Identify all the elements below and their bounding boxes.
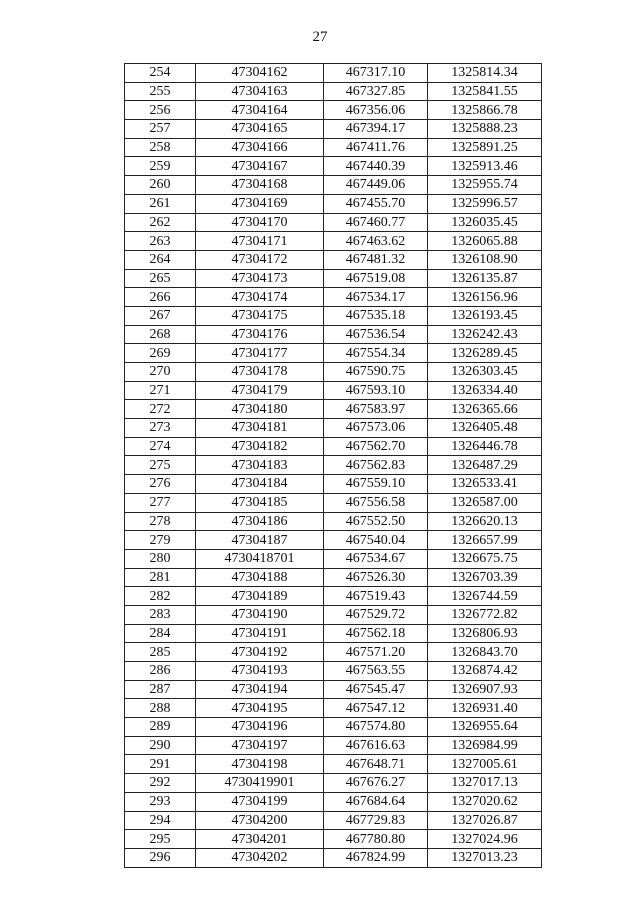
point-code-cell: 47304200 bbox=[196, 811, 324, 830]
x-coordinate-cell: 467455.70 bbox=[324, 194, 428, 213]
x-coordinate-cell: 467449.06 bbox=[324, 176, 428, 195]
x-coordinate-cell: 467440.39 bbox=[324, 157, 428, 176]
y-coordinate-cell: 1326334.40 bbox=[428, 381, 542, 400]
table-row bbox=[125, 419, 542, 438]
table-row bbox=[125, 531, 542, 550]
point-code-cell: 47304192 bbox=[196, 643, 324, 662]
table-row bbox=[125, 64, 542, 83]
x-coordinate-cell: 467556.58 bbox=[324, 493, 428, 512]
point-code-cell: 47304173 bbox=[196, 269, 324, 288]
x-coordinate-cell: 467590.75 bbox=[324, 363, 428, 382]
point-code-cell: 47304198 bbox=[196, 755, 324, 774]
x-coordinate-cell: 467536.54 bbox=[324, 325, 428, 344]
point-code-cell: 47304168 bbox=[196, 176, 324, 195]
table-row bbox=[125, 138, 542, 157]
y-coordinate-cell: 1326365.66 bbox=[428, 400, 542, 419]
x-coordinate-cell: 467780.80 bbox=[324, 830, 428, 849]
point-number-cell: 277 bbox=[125, 493, 196, 512]
x-coordinate-cell: 467562.18 bbox=[324, 624, 428, 643]
y-coordinate-cell: 1325866.78 bbox=[428, 101, 542, 120]
point-code-cell: 47304163 bbox=[196, 82, 324, 101]
table-row bbox=[125, 101, 542, 120]
x-coordinate-cell: 467327.85 bbox=[324, 82, 428, 101]
point-number-cell: 254 bbox=[125, 64, 196, 83]
point-number-cell: 260 bbox=[125, 176, 196, 195]
x-coordinate-cell: 467554.34 bbox=[324, 344, 428, 363]
x-coordinate-cell: 467616.63 bbox=[324, 736, 428, 755]
point-number-cell: 266 bbox=[125, 288, 196, 307]
point-number-cell: 293 bbox=[125, 792, 196, 811]
table-row bbox=[125, 157, 542, 176]
x-coordinate-cell: 467563.55 bbox=[324, 662, 428, 681]
y-coordinate-cell: 1325996.57 bbox=[428, 194, 542, 213]
point-number-cell: 261 bbox=[125, 194, 196, 213]
point-code-cell: 47304194 bbox=[196, 680, 324, 699]
y-coordinate-cell: 1327020.62 bbox=[428, 792, 542, 811]
point-code-cell: 47304183 bbox=[196, 456, 324, 475]
point-number-cell: 290 bbox=[125, 736, 196, 755]
point-code-cell: 4730418701 bbox=[196, 549, 324, 568]
point-number-cell: 265 bbox=[125, 269, 196, 288]
table-row bbox=[125, 176, 542, 195]
point-number-cell: 273 bbox=[125, 419, 196, 438]
point-code-cell: 47304169 bbox=[196, 194, 324, 213]
y-coordinate-cell: 1325891.25 bbox=[428, 138, 542, 157]
point-code-cell: 47304190 bbox=[196, 605, 324, 624]
table-row bbox=[125, 269, 542, 288]
point-code-cell: 47304179 bbox=[196, 381, 324, 400]
point-number-cell: 292 bbox=[125, 774, 196, 793]
point-number-cell: 288 bbox=[125, 699, 196, 718]
y-coordinate-cell: 1326065.88 bbox=[428, 232, 542, 251]
point-number-cell: 256 bbox=[125, 101, 196, 120]
page-number: 27 bbox=[312, 29, 328, 45]
y-coordinate-cell: 1326303.45 bbox=[428, 363, 542, 382]
table-row bbox=[125, 512, 542, 531]
x-coordinate-cell: 467545.47 bbox=[324, 680, 428, 699]
point-code-cell: 47304166 bbox=[196, 138, 324, 157]
point-code-cell: 47304176 bbox=[196, 325, 324, 344]
point-code-cell: 47304189 bbox=[196, 587, 324, 606]
y-coordinate-cell: 1326874.42 bbox=[428, 662, 542, 681]
x-coordinate-cell: 467519.08 bbox=[324, 269, 428, 288]
x-coordinate-cell: 467526.30 bbox=[324, 568, 428, 587]
x-coordinate-cell: 467519.43 bbox=[324, 587, 428, 606]
y-coordinate-cell: 1326744.59 bbox=[428, 587, 542, 606]
point-number-cell: 275 bbox=[125, 456, 196, 475]
y-coordinate-cell: 1326703.39 bbox=[428, 568, 542, 587]
y-coordinate-cell: 1326242.43 bbox=[428, 325, 542, 344]
x-coordinate-cell: 467583.97 bbox=[324, 400, 428, 419]
point-code-cell: 47304185 bbox=[196, 493, 324, 512]
point-code-cell: 4730419901 bbox=[196, 774, 324, 793]
table-row bbox=[125, 493, 542, 512]
point-number-cell: 287 bbox=[125, 680, 196, 699]
point-code-cell: 47304181 bbox=[196, 419, 324, 438]
x-coordinate-cell: 467571.20 bbox=[324, 643, 428, 662]
point-code-cell: 47304165 bbox=[196, 120, 324, 139]
table-row bbox=[125, 325, 542, 344]
y-coordinate-cell: 1327026.87 bbox=[428, 811, 542, 830]
x-coordinate-cell: 467394.17 bbox=[324, 120, 428, 139]
table-row bbox=[125, 120, 542, 139]
point-number-cell: 295 bbox=[125, 830, 196, 849]
y-coordinate-cell: 1326156.96 bbox=[428, 288, 542, 307]
y-coordinate-cell: 1326135.87 bbox=[428, 269, 542, 288]
table-row bbox=[125, 605, 542, 624]
table-row bbox=[125, 699, 542, 718]
table-row bbox=[125, 250, 542, 269]
x-coordinate-cell: 467552.50 bbox=[324, 512, 428, 531]
y-coordinate-cell: 1327013.23 bbox=[428, 848, 542, 867]
point-number-cell: 280 bbox=[125, 549, 196, 568]
x-coordinate-cell: 467534.17 bbox=[324, 288, 428, 307]
y-coordinate-cell: 1327017.13 bbox=[428, 774, 542, 793]
table-row bbox=[125, 643, 542, 662]
point-code-cell: 47304202 bbox=[196, 848, 324, 867]
point-number-cell: 291 bbox=[125, 755, 196, 774]
x-coordinate-cell: 467463.62 bbox=[324, 232, 428, 251]
point-number-cell: 262 bbox=[125, 213, 196, 232]
x-coordinate-cell: 467562.70 bbox=[324, 437, 428, 456]
point-code-cell: 47304188 bbox=[196, 568, 324, 587]
y-coordinate-cell: 1325888.23 bbox=[428, 120, 542, 139]
point-code-cell: 47304178 bbox=[196, 363, 324, 382]
table-row bbox=[125, 774, 542, 793]
x-coordinate-cell: 467317.10 bbox=[324, 64, 428, 83]
point-code-cell: 47304180 bbox=[196, 400, 324, 419]
point-code-cell: 47304196 bbox=[196, 718, 324, 737]
y-coordinate-cell: 1325814.34 bbox=[428, 64, 542, 83]
table-row bbox=[125, 82, 542, 101]
x-coordinate-cell: 467481.32 bbox=[324, 250, 428, 269]
table-row bbox=[125, 568, 542, 587]
y-coordinate-cell: 1326289.45 bbox=[428, 344, 542, 363]
point-number-cell: 285 bbox=[125, 643, 196, 662]
point-code-cell: 47304174 bbox=[196, 288, 324, 307]
table-row bbox=[125, 755, 542, 774]
point-number-cell: 279 bbox=[125, 531, 196, 550]
coordinates-table-body bbox=[125, 64, 542, 868]
y-coordinate-cell: 1326446.78 bbox=[428, 437, 542, 456]
point-code-cell: 47304177 bbox=[196, 344, 324, 363]
point-number-cell: 255 bbox=[125, 82, 196, 101]
table-row bbox=[125, 680, 542, 699]
x-coordinate-cell: 467559.10 bbox=[324, 475, 428, 494]
table-row bbox=[125, 718, 542, 737]
table-row bbox=[125, 306, 542, 325]
table-row bbox=[125, 232, 542, 251]
table-row bbox=[125, 736, 542, 755]
point-code-cell: 47304197 bbox=[196, 736, 324, 755]
table-row bbox=[125, 288, 542, 307]
y-coordinate-cell: 1325913.46 bbox=[428, 157, 542, 176]
point-code-cell: 47304162 bbox=[196, 64, 324, 83]
point-number-cell: 272 bbox=[125, 400, 196, 419]
y-coordinate-cell: 1325955.74 bbox=[428, 176, 542, 195]
x-coordinate-cell: 467574.80 bbox=[324, 718, 428, 737]
point-code-cell: 47304170 bbox=[196, 213, 324, 232]
y-coordinate-cell: 1326193.45 bbox=[428, 306, 542, 325]
point-code-cell: 47304175 bbox=[196, 306, 324, 325]
y-coordinate-cell: 1326675.75 bbox=[428, 549, 542, 568]
x-coordinate-cell: 467411.76 bbox=[324, 138, 428, 157]
table-row bbox=[125, 456, 542, 475]
point-number-cell: 258 bbox=[125, 138, 196, 157]
y-coordinate-cell: 1326843.70 bbox=[428, 643, 542, 662]
point-number-cell: 259 bbox=[125, 157, 196, 176]
point-number-cell: 267 bbox=[125, 306, 196, 325]
point-number-cell: 284 bbox=[125, 624, 196, 643]
y-coordinate-cell: 1325841.55 bbox=[428, 82, 542, 101]
y-coordinate-cell: 1327024.96 bbox=[428, 830, 542, 849]
point-code-cell: 47304199 bbox=[196, 792, 324, 811]
table-row bbox=[125, 624, 542, 643]
table-row bbox=[125, 662, 542, 681]
point-number-cell: 281 bbox=[125, 568, 196, 587]
table-row bbox=[125, 194, 542, 213]
point-number-cell: 257 bbox=[125, 120, 196, 139]
point-number-cell: 276 bbox=[125, 475, 196, 494]
table-row bbox=[125, 475, 542, 494]
point-number-cell: 268 bbox=[125, 325, 196, 344]
point-number-cell: 283 bbox=[125, 605, 196, 624]
x-coordinate-cell: 467573.06 bbox=[324, 419, 428, 438]
y-coordinate-cell: 1326907.93 bbox=[428, 680, 542, 699]
x-coordinate-cell: 467534.67 bbox=[324, 549, 428, 568]
x-coordinate-cell: 467547.12 bbox=[324, 699, 428, 718]
table-row bbox=[125, 848, 542, 867]
point-code-cell: 47304182 bbox=[196, 437, 324, 456]
table-row bbox=[125, 587, 542, 606]
x-coordinate-cell: 467684.64 bbox=[324, 792, 428, 811]
point-code-cell: 47304171 bbox=[196, 232, 324, 251]
point-number-cell: 264 bbox=[125, 250, 196, 269]
x-coordinate-cell: 467729.83 bbox=[324, 811, 428, 830]
coordinates-table bbox=[124, 63, 542, 868]
point-number-cell: 274 bbox=[125, 437, 196, 456]
y-coordinate-cell: 1326587.00 bbox=[428, 493, 542, 512]
y-coordinate-cell: 1326657.99 bbox=[428, 531, 542, 550]
table-row bbox=[125, 381, 542, 400]
x-coordinate-cell: 467824.99 bbox=[324, 848, 428, 867]
table-row bbox=[125, 437, 542, 456]
point-code-cell: 47304184 bbox=[196, 475, 324, 494]
x-coordinate-cell: 467562.83 bbox=[324, 456, 428, 475]
x-coordinate-cell: 467676.27 bbox=[324, 774, 428, 793]
point-number-cell: 263 bbox=[125, 232, 196, 251]
table-row bbox=[125, 830, 542, 849]
y-coordinate-cell: 1326806.93 bbox=[428, 624, 542, 643]
point-code-cell: 47304186 bbox=[196, 512, 324, 531]
x-coordinate-cell: 467356.06 bbox=[324, 101, 428, 120]
table-row bbox=[125, 344, 542, 363]
x-coordinate-cell: 467593.10 bbox=[324, 381, 428, 400]
point-number-cell: 282 bbox=[125, 587, 196, 606]
y-coordinate-cell: 1326984.99 bbox=[428, 736, 542, 755]
point-code-cell: 47304193 bbox=[196, 662, 324, 681]
y-coordinate-cell: 1326405.48 bbox=[428, 419, 542, 438]
table-row bbox=[125, 549, 542, 568]
y-coordinate-cell: 1326955.64 bbox=[428, 718, 542, 737]
y-coordinate-cell: 1326108.90 bbox=[428, 250, 542, 269]
table-row bbox=[125, 363, 542, 382]
table-row bbox=[125, 213, 542, 232]
x-coordinate-cell: 467529.72 bbox=[324, 605, 428, 624]
table-row bbox=[125, 792, 542, 811]
point-number-cell: 296 bbox=[125, 848, 196, 867]
x-coordinate-cell: 467540.04 bbox=[324, 531, 428, 550]
point-code-cell: 47304164 bbox=[196, 101, 324, 120]
point-number-cell: 270 bbox=[125, 363, 196, 382]
y-coordinate-cell: 1326931.40 bbox=[428, 699, 542, 718]
y-coordinate-cell: 1326035.45 bbox=[428, 213, 542, 232]
y-coordinate-cell: 1326487.29 bbox=[428, 456, 542, 475]
point-code-cell: 47304195 bbox=[196, 699, 324, 718]
point-number-cell: 278 bbox=[125, 512, 196, 531]
point-number-cell: 286 bbox=[125, 662, 196, 681]
y-coordinate-cell: 1326772.82 bbox=[428, 605, 542, 624]
x-coordinate-cell: 467648.71 bbox=[324, 755, 428, 774]
point-code-cell: 47304187 bbox=[196, 531, 324, 550]
y-coordinate-cell: 1326533.41 bbox=[428, 475, 542, 494]
x-coordinate-cell: 467460.77 bbox=[324, 213, 428, 232]
point-code-cell: 47304201 bbox=[196, 830, 324, 849]
point-number-cell: 289 bbox=[125, 718, 196, 737]
point-number-cell: 269 bbox=[125, 344, 196, 363]
table-row bbox=[125, 811, 542, 830]
table-row bbox=[125, 400, 542, 419]
point-code-cell: 47304191 bbox=[196, 624, 324, 643]
x-coordinate-cell: 467535.18 bbox=[324, 306, 428, 325]
point-number-cell: 271 bbox=[125, 381, 196, 400]
y-coordinate-cell: 1327005.61 bbox=[428, 755, 542, 774]
point-code-cell: 47304172 bbox=[196, 250, 324, 269]
point-code-cell: 47304167 bbox=[196, 157, 324, 176]
point-number-cell: 294 bbox=[125, 811, 196, 830]
y-coordinate-cell: 1326620.13 bbox=[428, 512, 542, 531]
